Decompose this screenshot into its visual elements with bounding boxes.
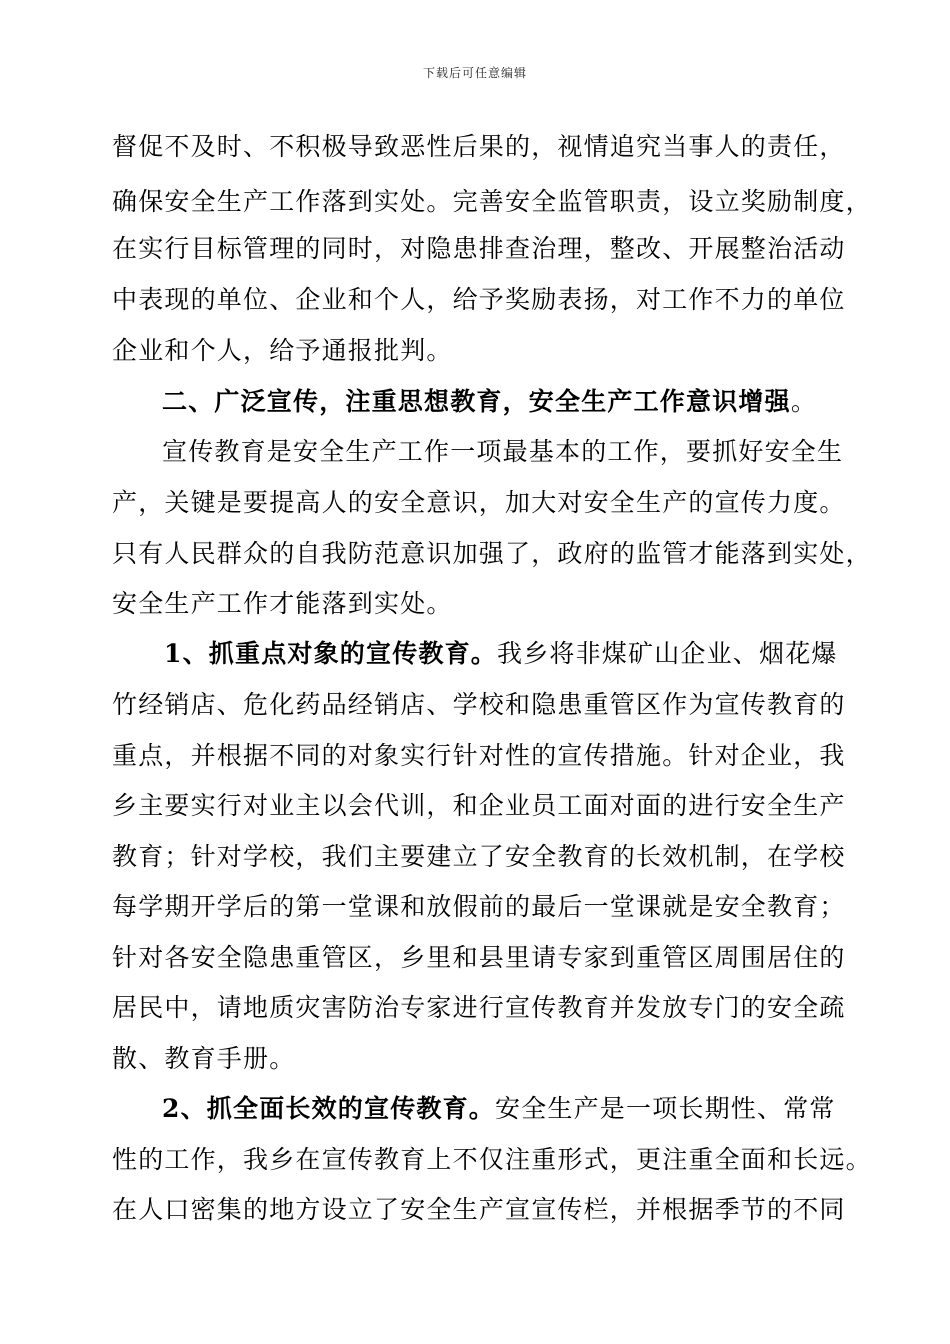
paragraph-line: 产，关键是要提高人的安全意识，加大对安全生产的宣传力度。 [112,488,846,517]
paragraph-line: 性的工作，我乡在宣传教育上不仅注重形式，更注重全面和长远。 [112,1145,872,1174]
subsection-heading-1: 1、抓重点对象的宣传教育。 [164,639,497,668]
subsection-heading-2: 2、抓全面长效的宣传教育。 [162,1094,495,1123]
paragraph-line: 重点，并根据不同的对象实行针对性的宣传措施。针对企业，我 [112,741,846,770]
section-heading-bold: 二、广泛宣传，注重思想教育，安全生产工作意识增强 [162,387,791,416]
subsection-text: 安全生产是一项长期性、常常 [495,1094,836,1123]
paragraph-line: 竹经销店、危化药品经销店、学校和隐患重管区作为宣传教育的 [112,690,846,719]
paragraph-line: 居民中，请地质灾害防治专家进行宣传教育并发放专门的安全疏 [112,993,846,1022]
section-heading-end: 。 [790,387,818,416]
subsection-text: 我乡将非煤矿山企业、烟花爆 [497,639,838,668]
subsection-line [164,641,838,666]
paragraph-line: 确保安全生产工作落到实处。完善安全监管职责，设立奖励制度， [112,187,872,216]
paragraph-line: 宣传教育是安全生产工作一项最基本的工作，要抓好安全生 [162,437,844,466]
subsection-line [162,1096,836,1121]
paragraph-line: 企业和个人，给予通报批判。 [112,336,453,365]
paragraph-line: 在人口密集的地方设立了安全生产宣宣传栏，并根据季节的不同 [112,1195,846,1224]
section-heading [162,389,817,414]
paragraph-line: 在实行目标管理的同时，对隐患排查治理，整改、开展整治活动 [112,234,846,263]
paragraph-line: 教育；针对学校，我们主要建立了安全教育的长效机制，在学校 [112,842,846,871]
paragraph-line: 只有人民群众的自我防范意识加强了，政府的监管才能落到实处， [112,539,872,568]
paragraph-line: 散、教育手册。 [112,1044,296,1073]
paragraph-line: 每学期开学后的第一堂课和放假前的最后一堂课就是安全教育； [112,892,846,921]
paragraph-line: 乡主要实行对业主以会代训，和企业员工面对面的进行安全生产 [112,791,846,820]
paragraph-line: 安全生产工作才能落到实处。 [112,589,453,618]
paragraph-line: 督促不及时、不积极导致恶性后果的，视情追究当事人的责任， [112,132,846,161]
page-header: 下载后可任意编辑 [422,66,527,80]
paragraph-line: 针对各安全隐患重管区，乡里和县里请专家到重管区周围居住的 [112,943,846,972]
paragraph-line: 中表现的单位、企业和个人，给予奖励表扬，对工作不力的单位 [112,285,846,314]
